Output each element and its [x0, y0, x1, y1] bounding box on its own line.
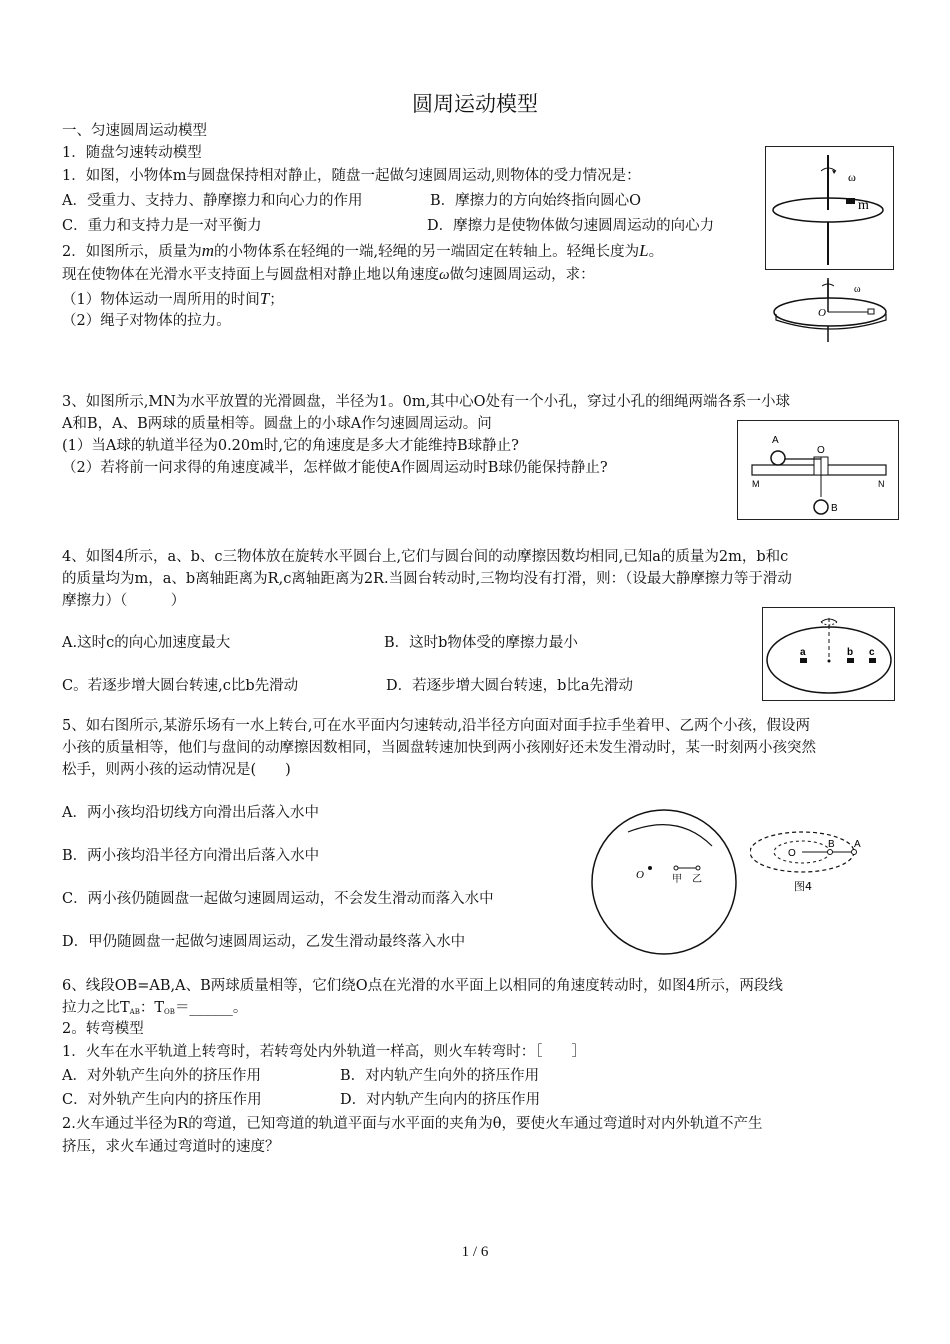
q4-option-d: D．若逐步增大圆台转速，b比a先滑动 [386, 678, 634, 694]
q5-option-d: D．甲仍随圆盘一起做匀速圆周运动，乙发生滑动最终落入水中 [62, 934, 466, 950]
q3-part2: （2）若将前一问求得的角速度减半，怎样做才能使A作圆周运动时B球仍能保持静止? [62, 460, 608, 476]
q3-figure-a: A [772, 435, 779, 446]
turn-q1-stem: 1．火车在水平轨道上转弯时，若转弯处内外轨道一样高，则火车转弯时：［ ］ [62, 1044, 586, 1060]
q2-line2-b: 做匀速圆周运动，求： [449, 267, 595, 283]
q2-part1-b: ； [269, 292, 284, 308]
q3-part1: (1）当A球的轨道半径为0.20m时,它的角速度是多大才能维持B球静止? [62, 438, 519, 454]
subsection-turning-model: 2。转弯模型 [62, 1021, 144, 1037]
q6-line2 [62, 999, 247, 1021]
q3-figure-n: N [878, 479, 885, 489]
q1-option-d: D．摩擦力是使物体做匀速圆周运动的向心力 [427, 218, 715, 234]
q3-figure-m: M [752, 479, 760, 489]
q6-line2-b: ：T [139, 1000, 165, 1016]
turn-q1-option-b: B．对内轨产生向外的挤压作用 [340, 1068, 540, 1084]
q5-option-a: A．两小孩均沿切线方向滑出后落入水中 [62, 805, 319, 821]
q5-turntable-figure [588, 806, 740, 958]
q6-orbit-figure [750, 828, 870, 894]
q1-figure-m: m [858, 198, 869, 213]
q2-rope-disc-figure [770, 274, 892, 346]
q3-figure-b: B [831, 503, 838, 514]
q2-line1-b: 的小物体系在轻绳的一端,轻绳的另一端固定在转轴上。轻绳长度为 [214, 244, 640, 260]
subsection-turntable-model: 1．随盘匀速转动模型 [62, 145, 202, 161]
q4-line3: 摩擦力）（ ） [62, 593, 186, 609]
page-number: 1 / 6 [461, 1244, 489, 1260]
q2-part1 [62, 290, 284, 309]
q2-omega-symbol: ω [439, 267, 450, 283]
q2-figure-o: O [818, 307, 826, 319]
q4-line1: 4、如图4所示，a、b、c三物体放在旋转水平圆台上,它们与圆台间的动摩擦因数均相同,已知a的质量为2m，b和c [62, 549, 789, 565]
q2-period-symbol: T [259, 289, 270, 308]
q3-figure-o: O [817, 445, 825, 456]
q6-line2-a: 拉力之比T [62, 1000, 130, 1016]
q2-line1-a: 2．如图所示，质量为 [62, 244, 202, 260]
q5-line3: 松手，则两小孩的运动情况是( ) [62, 762, 291, 778]
q1-stem: 1．如图，小物体m与圆盘保持相对静止，随盘一起做匀速圆周运动,则物体的受力情况是： [62, 168, 641, 184]
q4-figure-b: b [847, 647, 854, 658]
q1-option-c: C．重力和支持力是一对平衡力 [62, 218, 262, 234]
q4-option-a: A.这时c的向心加速度最大 [62, 635, 231, 651]
q6-figure-a: A [854, 839, 861, 850]
q5-figure-jia: 甲 [672, 874, 682, 885]
page-title: 圆周运动模型 [412, 92, 538, 116]
q1-figure-omega: ω [848, 170, 856, 184]
turn-q1-option-a: A．对外轨产生向外的挤压作用 [62, 1068, 261, 1084]
q6-figure-b: B [828, 839, 835, 850]
q2-line1-c: 。 [648, 244, 664, 260]
turn-q1-option-c: C．对外轨产生向内的挤压作用 [62, 1092, 262, 1108]
q1-option-a: A．受重力、支持力、静摩擦力和向心力的作用 [62, 193, 363, 209]
q4-option-b: B．这时b物体受的摩擦力最小 [384, 635, 578, 651]
q1-turntable-figure [765, 146, 894, 270]
turn-q2-line1: 2.火车通过半径为R的弯道，已知弯道的轨道平面与水平面的夹角为θ，要使火车通过弯道时对内外轨道不产生 [62, 1116, 763, 1132]
q2-line2 [62, 266, 595, 284]
q2-line2-a: 现在使物体在光滑水平支持面上与圆盘相对静止地以角速度 [62, 267, 439, 283]
q4-rotating-table-figure [762, 607, 895, 701]
q6-line2-c: ＝______。 [174, 1000, 248, 1016]
q6-figure-o: O [788, 848, 796, 859]
q6-sub-ob: OB [164, 1008, 175, 1016]
q5-figure-yi: 乙 [692, 874, 702, 885]
q6-sub-ab: AB [129, 1008, 140, 1016]
q3-mn-disc-figure [737, 420, 899, 520]
turn-q2-line2: 挤压，求火车通过弯道时的速度？ [62, 1139, 280, 1155]
q6-line1: 6、线段OB=AB,A、B两球质量相等，它们绕O点在光滑的水平面上以相同的角速度转动时，如图4所示，两段线 [62, 978, 783, 994]
q5-line2: 小孩的质量相等，他们与盘间的动摩擦因数相同，当圆盘转速加快到两小孩刚好还未发生滑动时，某一时刻两小孩突然 [62, 740, 816, 756]
q4-figure-c: c [869, 647, 875, 658]
turn-q1-option-d: D．对内轨产生向内的挤压作用 [340, 1092, 541, 1108]
q4-option-c: C。若逐步增大圆台转速,c比b先滑动 [62, 678, 299, 694]
q3-line2: A和B，A、B两球的质量相等。圆盘上的小球A作匀速圆周运动。问 [62, 416, 492, 432]
q5-option-b: B．两小孩均沿半径方向滑出后落入水中 [62, 848, 320, 864]
q4-line2: 的质量均为m，a、b离轴距离为R,c离轴距离为2R.当圆台转动时,三物均没有打滑，则：（设最大静摩擦力等于滑动 [62, 571, 792, 587]
section-heading-uniform-circular: 一、匀速圆周运动模型 [62, 123, 207, 139]
q2-part2: （2）绳子对物体的拉力。 [62, 313, 231, 329]
q2-length-symbol: L [639, 241, 649, 260]
q2-line1 [62, 242, 663, 261]
q5-figure-o: O [636, 869, 644, 881]
q4-figure-a: a [800, 647, 806, 658]
q2-mass-symbol: m [201, 241, 215, 260]
q2-figure-omega: ω [854, 284, 861, 295]
q6-figure-caption: 图4 [794, 880, 812, 893]
q5-option-c: C．两小孩仍随圆盘一起做匀速圆周运动，不会发生滑动而落入水中 [62, 891, 494, 907]
q5-line1: 5、如右图所示,某游乐场有一水上转台,可在水平面内匀速转动,沿半径方向面对面手拉手坐着甲、乙两个小孩，假设两 [62, 718, 811, 734]
q2-part1-a: （1）物体运动一周所用的时间 [62, 292, 260, 308]
q1-option-b: B．摩擦力的方向始终指向圆心O [430, 193, 642, 209]
q3-line1: 3、如图所示,MN为水平放置的光滑圆盘，半径为1。0m,其中心O处有一个小孔，穿过小孔的细绳两端各系一小球 [62, 394, 791, 410]
